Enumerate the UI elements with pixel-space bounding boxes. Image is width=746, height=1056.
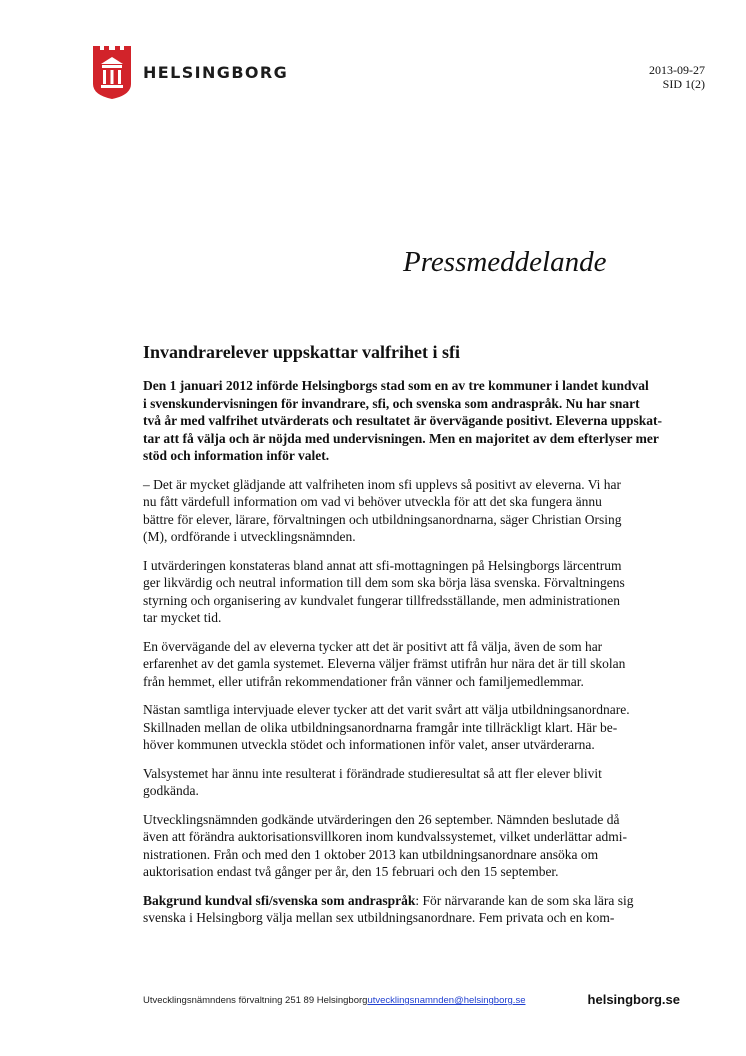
document-type: Pressmeddelande — [403, 246, 607, 278]
quote-paragraph — [143, 476, 633, 546]
body-paragraph — [143, 557, 633, 627]
article-title: Invandrarelever uppskattar valfrihet i sfi — [143, 342, 461, 362]
text-line: styrning och organisering av kundvalet fungerar tillfredsställande, men administrationen — [143, 592, 620, 608]
footer-website: helsingborg.se — [587, 992, 680, 1007]
footer-address-text: Utvecklingsnämndens förvaltning 251 89 Helsingborg — [143, 995, 368, 1006]
text-line: höver kommunen utveckla stödet och informationen inför valet, anser utvärderarna. — [143, 737, 595, 752]
text-line: Valsystemet har ännu inte resulterat i förändrade studieresultat så att fler elever blivit — [143, 765, 602, 781]
background-paragraph — [143, 892, 633, 927]
helsingborg-crest-logo — [92, 44, 132, 100]
text-line: Skillnaden mellan de olika utbildningsanordnarna framgår inte tillräckligt klart. Här be- — [143, 719, 618, 735]
text-line: auktorisation endast två gånger per år, den 15 februari och den 15 september. — [143, 864, 559, 879]
page-number: SID 1(2) — [662, 77, 705, 91]
text-line: nistrationen. Från och med den 1 oktober 2013 kan utbildningsanordnare ansöka om — [143, 846, 599, 862]
body-paragraph — [143, 765, 633, 800]
text-line: ger likvärdig och neutral information till dem som ska börja läsa svenska. Förvaltningens — [143, 575, 625, 590]
text-line: i svenskundervisningen för invandrare, sfi, och svenska som andraspråk. Nu har snart — [143, 395, 640, 411]
text-line: – Det är mycket glädjande att valfriheten inom sfi upplevs så positivt av eleverna. Vi har — [143, 476, 622, 492]
text-line — [143, 892, 633, 910]
text-line: tar att få välja och är nöjda med undervisningen. Men en majoritet av dem efterlyser mer — [143, 430, 659, 446]
text-line: I utvärderingen konstateras bland annat att sfi-mottagningen på Helsingborgs lärcentrum — [143, 557, 622, 573]
footer-address — [143, 995, 525, 1006]
text-line: stöd och information inför valet. — [143, 448, 330, 463]
text-line: från hemmet, eller utifrån rekommendationer från vänner och familjemedlemmar. — [143, 673, 584, 689]
text-line: svenska i Helsingborg välja mellan sex utbildningsanordnare. Fem privata och en kom- — [143, 910, 615, 925]
lead-paragraph — [143, 377, 662, 465]
text-line: bättre för elever, lärare, förvaltningen och utbildningsanordnarna, säger Christian Orsing — [143, 511, 622, 527]
text-line: Den 1 januari 2012 införde Helsingborgs stad som en av tre kommuner i landet kundval — [143, 378, 649, 393]
body-paragraph — [143, 811, 633, 881]
background-text: : För närvarande kan de som ska lära sig — [415, 892, 634, 908]
text-line: nu fått värdefull information om vad vi behöver utveckla för att det ska fungera ännu — [143, 494, 602, 509]
body-paragraph — [143, 701, 633, 754]
text-line: (M), ordförande i utvecklingsnämnden. — [143, 529, 356, 544]
document-meta — [649, 63, 705, 91]
brand-name: HELSINGBORG — [143, 63, 289, 82]
text-line: två år med valfrihet utvärderats och resultatet är övervägande positivt. Eleverna uppskat- — [143, 413, 662, 428]
article-body — [143, 342, 662, 938]
body-paragraph — [143, 638, 633, 691]
text-line: Nästan samtliga intervjuade elever tycker att det varit svårt att välja utbildningsanordnare. — [143, 702, 630, 717]
background-label: Bakgrund kundval sfi/svenska som andraspråk — [143, 892, 416, 908]
text-line: Utvecklingsnämnden godkände utvärderingen den 26 september. Nämnden beslutade då — [143, 811, 620, 827]
text-line: En övervägande del av eleverna tycker att det är positivt att få välja, även de som har — [143, 638, 603, 654]
text-line: även att förändra auktorisationsvillkoren inom kundvalssystemet, vilket underlättar admi- — [143, 829, 627, 844]
footer-email-link[interactable]: utvecklingsnamnden@helsingborg.se — [367, 995, 526, 1006]
text-line: godkända. — [143, 783, 199, 798]
text-line: erfarenhet av det gamla systemet. Eleverna väljer främst utifrån hur nära det är till skolan — [143, 656, 626, 671]
document-date: 2013-09-27 — [649, 63, 705, 77]
text-line: tar mycket tid. — [143, 610, 222, 625]
